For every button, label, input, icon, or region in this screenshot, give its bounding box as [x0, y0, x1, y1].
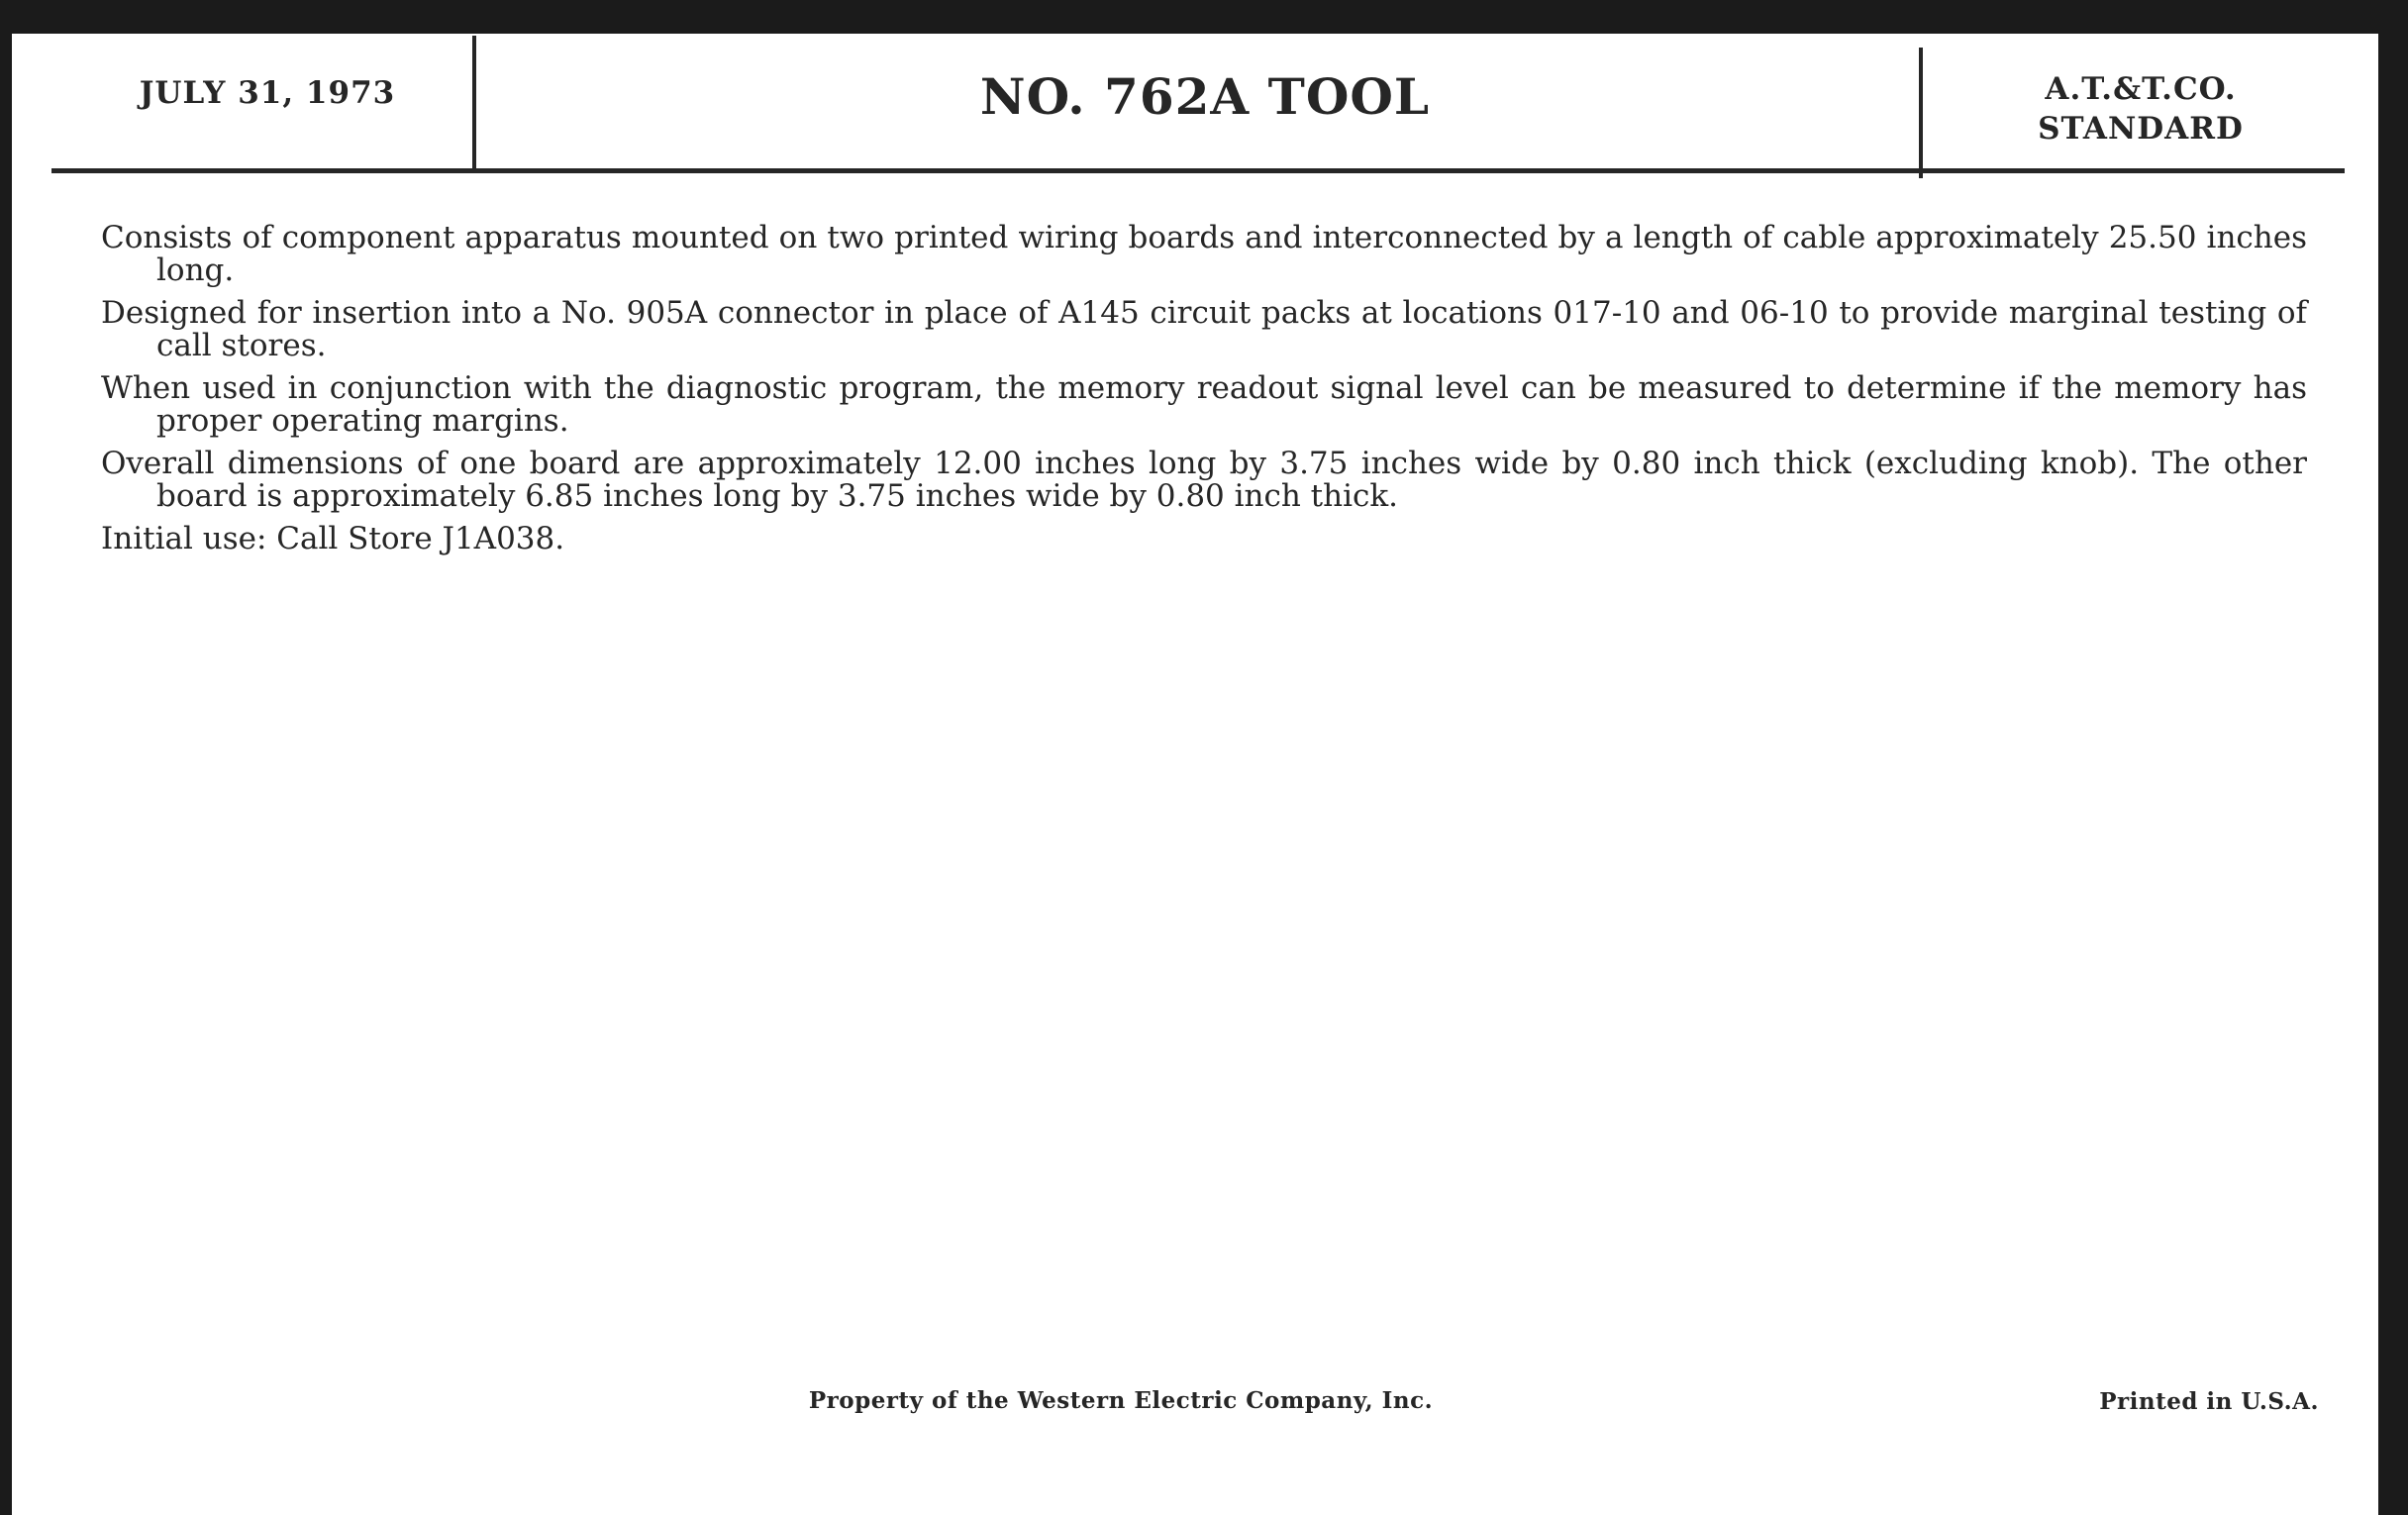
standard-line-1: A.T.&T.CO. [2045, 71, 2237, 107]
standard-label [1943, 69, 2339, 149]
property-notice: Property of the Western Electric Company, Inc. [808, 1387, 1434, 1414]
standard-line-2: STANDARD [2038, 111, 2244, 147]
paragraph-dimensions: Overall dimensions of one board are approximately 12.00 inches long by 3.75 inches wide by 0.80 inch thick (excluding knob). The other board is approximately 6.85 inches long by 3.75 inches wide by 0.80 inch thick. [101, 446, 2307, 514]
paragraph-purpose: Designed for insertion into a No. 905A connector in place of A145 circuit packs at locations 017-10 and 06-10 to provide marginal testing of call stores. [101, 295, 2307, 363]
issue-date: JULY 31, 1973 [139, 75, 396, 111]
header-rule [51, 168, 2345, 173]
document-header [12, 34, 2378, 182]
paragraph-usage: When used in conjunction with the diagnostic program, the memory readout signal level can be measured to determine if the memory has proper operating margins. [101, 370, 2307, 439]
paragraph-initial-use: Initial use: Call Store J1A038. [101, 521, 565, 556]
header-divider-right [1919, 48, 1923, 178]
header-divider-left [472, 36, 476, 168]
document-card [12, 34, 2378, 1515]
printed-notice: Printed in U.S.A. [2099, 1388, 2319, 1415]
paragraph-construction: Consists of component apparatus mounted on two printed wiring boards and interconnected by a length of cable approximately 25.50 inches long. [101, 220, 2307, 288]
description-body [101, 222, 2307, 565]
page-title: NO. 762A TOOL [979, 67, 1431, 126]
